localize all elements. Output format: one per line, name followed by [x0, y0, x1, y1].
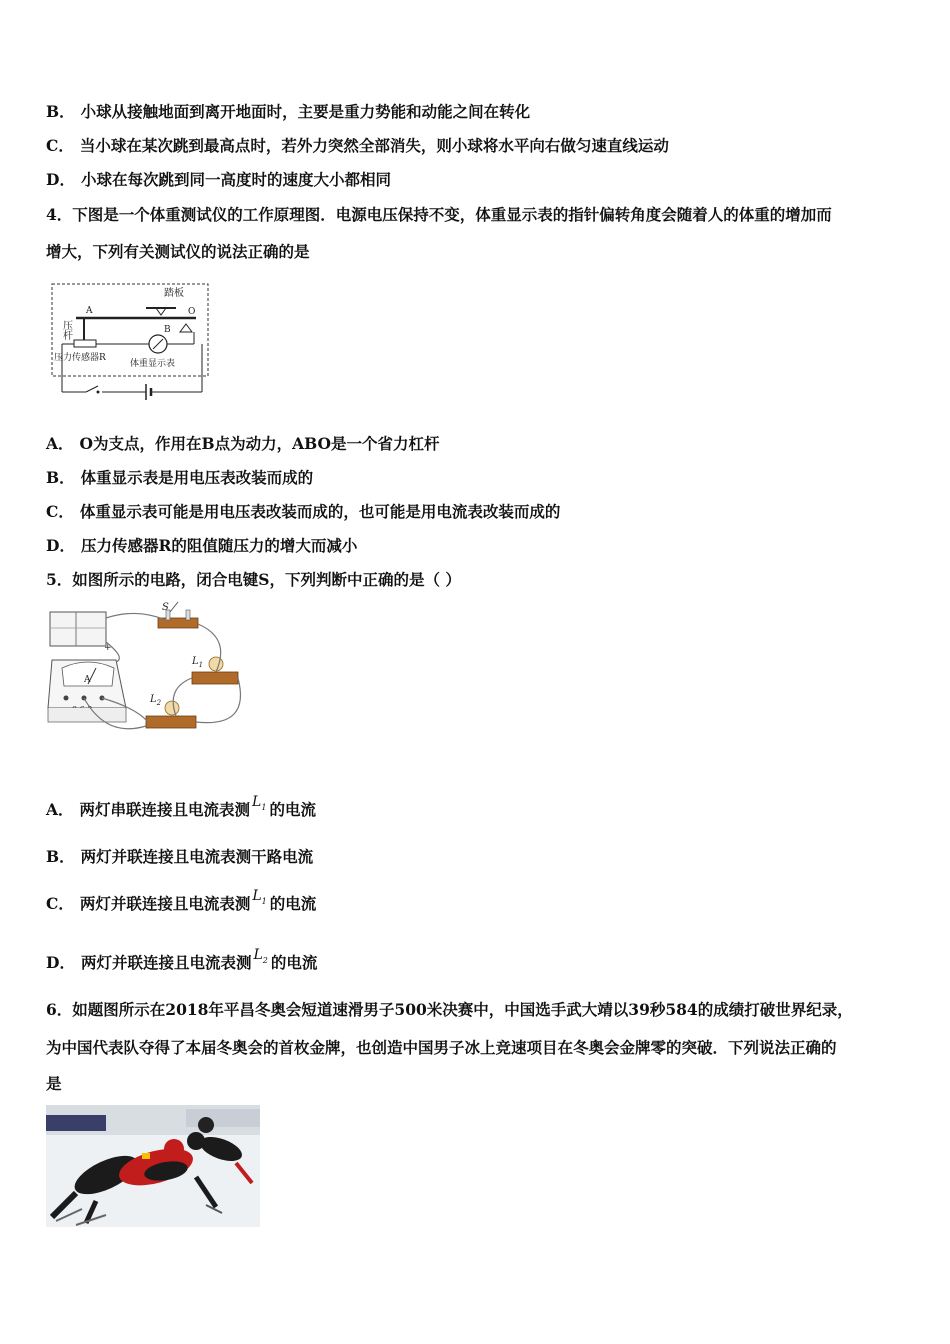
option-text: 两灯并联连接且电流表测	[80, 953, 252, 972]
q5-stem: 5．如图所示的电路，闭合电键S，下列判断中正确的是（ ）	[46, 570, 461, 589]
q3-option-c	[46, 136, 669, 156]
option-letter: A．	[46, 800, 74, 819]
option-letter: B．	[46, 102, 75, 121]
meter-label: 体重显示表	[130, 359, 176, 369]
label-b: B	[164, 325, 171, 335]
q6-stem-line2: 为中国代表队夺得了本届冬奥会的首枚金牌，也创造中国男子冰上竞速项目在冬奥会金牌零的突破．下列说法正确的	[46, 1038, 837, 1057]
speed-skating-photo	[46, 1105, 260, 1227]
q5-option-b	[46, 847, 313, 867]
var-l1: $L_1$	[252, 794, 267, 812]
lamp-l2-label: L	[150, 694, 157, 705]
option-letter: A．	[46, 434, 74, 453]
option-letter: B．	[46, 847, 75, 866]
option-text-end: 的电流	[269, 894, 317, 913]
option-text: O为支点，作用在B点为动力，ABO是一个省力杠杆	[79, 434, 440, 453]
option-letter: C．	[46, 894, 74, 913]
option-text: 压力传感器R的阻值随压力的增大而减小	[80, 536, 358, 555]
option-text: 小球在每次跳到同一高度时的速度大小都相同	[80, 170, 391, 189]
option-text: 当小球在某次跳到最高点时，若外力突然全部消失，则小球将水平向右做匀速直线运动	[79, 136, 669, 155]
option-letter: D．	[46, 170, 75, 189]
q5-option-a	[46, 794, 316, 827]
option-letter: C．	[46, 502, 74, 521]
q4-option-b	[46, 468, 313, 488]
ammeter-label: A	[84, 675, 91, 685]
circuit-photo-figure	[46, 598, 256, 748]
q4-option-a	[46, 434, 440, 454]
lamp-l1-sub: 1	[198, 661, 204, 669]
var-l1: $L_1$	[252, 888, 267, 906]
battery-box	[50, 612, 106, 646]
lamp-l1-label: L	[192, 656, 199, 667]
lamp-l1-bulb	[209, 657, 223, 671]
lamp-l2-bulb	[165, 701, 179, 715]
option-letter: C．	[46, 136, 74, 155]
q4-option-c	[46, 502, 560, 522]
lamp-l1-base	[192, 672, 238, 684]
q4-stem-line2: 增大，下列有关测试仪的说法正确的是	[46, 242, 310, 261]
option-text: 小球从接触地面到离开地面时，主要是重力势能和动能之间在转化	[80, 102, 531, 121]
option-text-end: 的电流	[269, 800, 316, 819]
q4-stem-line1: 4．下图是一个体重测试仪的工作原理图．电源电压保持不变，体重显示表的指针偏转角度会随着人的体重的增加而	[46, 205, 832, 224]
label-a: A	[86, 306, 93, 316]
plus-label: +	[104, 643, 112, 653]
lever-label: 压杆	[60, 320, 72, 340]
label-o: O	[188, 307, 196, 317]
var-l2: $L_2$	[253, 947, 268, 965]
switch-label: S	[162, 602, 169, 613]
lamp-l2-base	[146, 716, 196, 728]
lamp-l2-sub: 2	[156, 699, 162, 707]
pivot-triangle	[180, 324, 192, 332]
option-letter: D．	[46, 953, 75, 972]
switch	[86, 386, 98, 392]
svg-text:L1	[191, 656, 203, 669]
option-text: 两灯并联连接且电流表测	[79, 894, 251, 913]
pedal-label: 踏板	[164, 288, 184, 299]
option-text: 两灯并联连接且电流表测干路电流	[80, 847, 314, 866]
q4-option-d	[46, 536, 357, 556]
option-text: 体重显示表可能是用电压表改装而成的，也可能是用电流表改装而成的	[79, 502, 561, 521]
option-letter: D．	[46, 536, 75, 555]
option-text-end: 的电流	[270, 953, 318, 972]
svg-text:L2	[149, 694, 162, 707]
option-text: 两灯串联连接且电流表测	[79, 800, 251, 819]
q5-option-c	[46, 888, 317, 921]
sensor-label: 压力传感器R	[54, 353, 106, 363]
q3-option-d	[46, 170, 391, 190]
q5-option-d	[46, 947, 318, 980]
option-letter: B．	[46, 468, 75, 487]
weight-scale-circuit-figure	[46, 280, 216, 405]
q3-option-b	[46, 102, 530, 122]
q6-stem-line1: 6．如题图所示在2018年平昌冬奥会短道速滑男子500米决赛中，中国选手武大靖以39秒584的成绩打破世界纪录，	[46, 1000, 853, 1019]
sensor-rect	[74, 340, 96, 347]
q6-stem-line3: 是	[46, 1074, 62, 1093]
option-text: 体重显示表是用电压表改装而成的	[80, 468, 314, 487]
